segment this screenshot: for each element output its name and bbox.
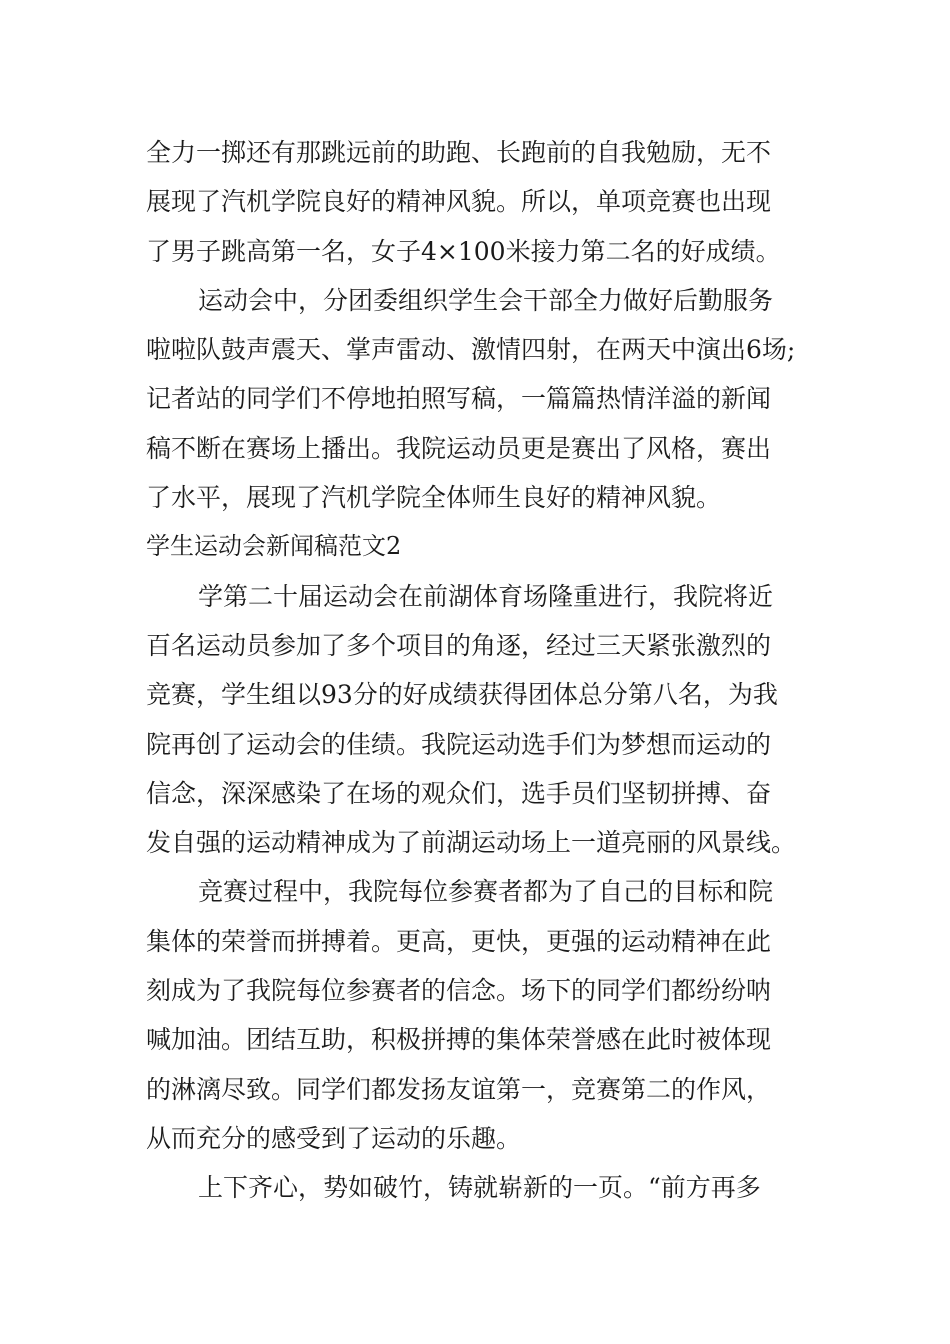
text-line: 了水平，展现了汽机学院全体师生良好的精神风貌。 bbox=[146, 483, 722, 513]
text-line: 稿不断在赛场上播出。我院运动员更是赛出了风格，赛出 bbox=[146, 433, 772, 463]
text-line: 展现了汽机学院良好的精神风貌。所以，单项竞赛也出现 bbox=[146, 187, 772, 217]
text-line: 院再创了运动会的佳绩。我院运动选手们为梦想而运动的 bbox=[146, 729, 772, 759]
document-body bbox=[146, 128, 816, 1213]
text-line: 了男子跳高第一名，女子4×100米接力第二名的好成绩。 bbox=[146, 236, 781, 266]
text-line: 啦啦队鼓声震天、掌声雷动、激情四射，在两天中演出6场; bbox=[146, 335, 796, 365]
section-heading: 学生运动会新闻稿范文2 bbox=[146, 532, 402, 561]
paragraph-start-line: 上下齐心，势如破竹，铸就崭新的一页。“前方再多 bbox=[198, 1173, 761, 1203]
text-line: 刻成为了我院每位参赛者的信念。场下的同学们都纷纷呐 bbox=[146, 976, 772, 1006]
paragraph-start-line: 运动会中，分团委组织学生会干部全力做好后勤服务 bbox=[198, 285, 774, 315]
text-line: 从而充分的感受到了运动的乐趣。 bbox=[146, 1123, 522, 1153]
text-line: 全力一掷还有那跳远前的助跑、长跑前的自我勉励，无不 bbox=[146, 138, 772, 167]
text-line: 喊加油。团结互助，积极拼搏的集体荣誉感在此时被体现 bbox=[146, 1025, 772, 1055]
paragraph-start-line: 学第二十届运动会在前湖体育场隆重进行，我院将近 bbox=[198, 581, 774, 611]
paragraph-start-line: 竞赛过程中，我院每位参赛者都为了自己的目标和院 bbox=[198, 877, 774, 907]
text-line: 百名运动员参加了多个项目的角逐，经过三天紧张激烈的 bbox=[146, 630, 772, 660]
text-line: 信念，深深感染了在场的观众们，选手员们坚韧拼搏、奋 bbox=[146, 778, 772, 808]
text-line: 集体的荣誉而拼搏着。更高，更快，更强的运动精神在此 bbox=[146, 926, 772, 956]
text-line: 的淋漓尽致。同学们都发扬友谊第一，竞赛第二的作风， bbox=[146, 1074, 772, 1104]
text-line: 竞赛，学生组以93分的好成绩获得团体总分第八名，为我 bbox=[146, 680, 778, 710]
text-line: 发自强的运动精神成为了前湖运动场上一道亮丽的风景线。 bbox=[146, 828, 797, 858]
text-line: 记者站的同学们不停地拍照写稿，一篇篇热情洋溢的新闻 bbox=[146, 384, 772, 414]
